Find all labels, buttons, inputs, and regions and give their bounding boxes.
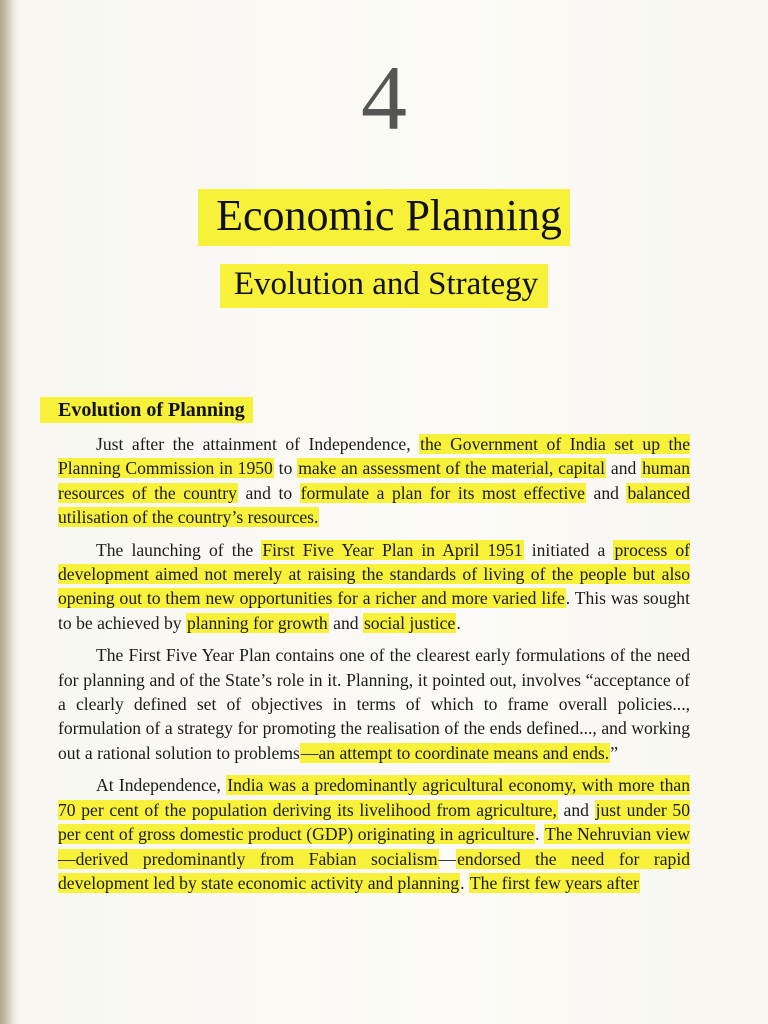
paragraph-4: [58, 773, 690, 895]
highlighted-text: The Nehruvian view—derived predominantly from Fabian socialism: [58, 824, 691, 869]
text-segment: and: [557, 799, 595, 820]
body-text: [58, 432, 690, 895]
chapter-title-text: Economic Planning: [198, 189, 570, 246]
book-spine-shadow: [0, 0, 14, 1024]
highlighted-text: just under 50 per cent of gross domestic product (GDP) originating in agriculture: [58, 799, 691, 845]
text-segment: The First Five Year Plan contains one of the clearest early formulations of the need for planning and of the State’s role in it. Planning, it pointed out, involves “acceptance of a clearly defined set of objectives in terms of which to frame overall policies..., formulation of a strategy for promoting the realisation of the ends defined..., and working out a rational solution to problems: [58, 645, 690, 763]
highlighted-text: make an assessment of the material, capital: [298, 458, 606, 479]
text-segment: initiated a: [523, 539, 614, 560]
text-segment: and: [585, 482, 627, 503]
text-segment: .: [535, 824, 545, 845]
chapter-title: [0, 188, 768, 244]
highlighted-text: India was a predominantly agricultural economy, with more than 70 per cent of the population deriving its livelihood from agriculture,: [58, 775, 690, 820]
text-segment: —: [438, 848, 457, 869]
highlighted-text: formulate a plan for its most effective: [300, 482, 585, 503]
highlighted-text: social justice: [363, 612, 456, 633]
highlighted-text: endorsed the need for rapid development led by state economic activity and planning: [58, 848, 690, 893]
highlighted-text: The first few years after: [469, 872, 639, 893]
text-segment: .: [456, 612, 461, 633]
section-heading-text: Evolution of Planning: [40, 397, 253, 423]
highlighted-text: human resources of the country: [58, 458, 691, 503]
paragraph-1: [58, 432, 690, 530]
highlighted-text: process of development aimed not merely at raising the standards of living of the people but also opening out to them new opportunities for a richer and more varied life: [58, 539, 690, 609]
text-segment: Just after the attainment of Independence,: [96, 434, 420, 454]
text-segment: to: [273, 458, 298, 479]
highlighted-text: —an attempt to coordinate means and ends.: [300, 742, 610, 763]
paragraph-3: [58, 643, 690, 765]
chapter-subtitle-text: Evolution and Strategy: [220, 264, 548, 308]
highlighted-text: planning for growth: [187, 612, 328, 633]
text-segment: and: [606, 458, 642, 479]
chapter-number: 4: [361, 47, 407, 149]
text-segment: and: [328, 612, 363, 633]
section-heading: [40, 396, 253, 424]
chapter-subtitle: [0, 262, 768, 306]
text-segment: At Independence,: [96, 775, 227, 796]
text-segment: . This was sought to be achieved by: [58, 588, 690, 633]
text-segment: ”: [610, 742, 618, 763]
text-segment: The launching of the: [96, 539, 262, 560]
text-segment: .: [460, 872, 469, 893]
highlighted-text: balanced utilisation of the country’s resources.: [58, 482, 690, 528]
text-segment: and to: [237, 482, 300, 503]
highlighted-text: the Government of India set up the Planning Commission in 1950: [58, 434, 690, 479]
highlighted-text: First Five Year Plan in April 1951: [262, 539, 523, 560]
paragraph-2: [58, 538, 690, 636]
